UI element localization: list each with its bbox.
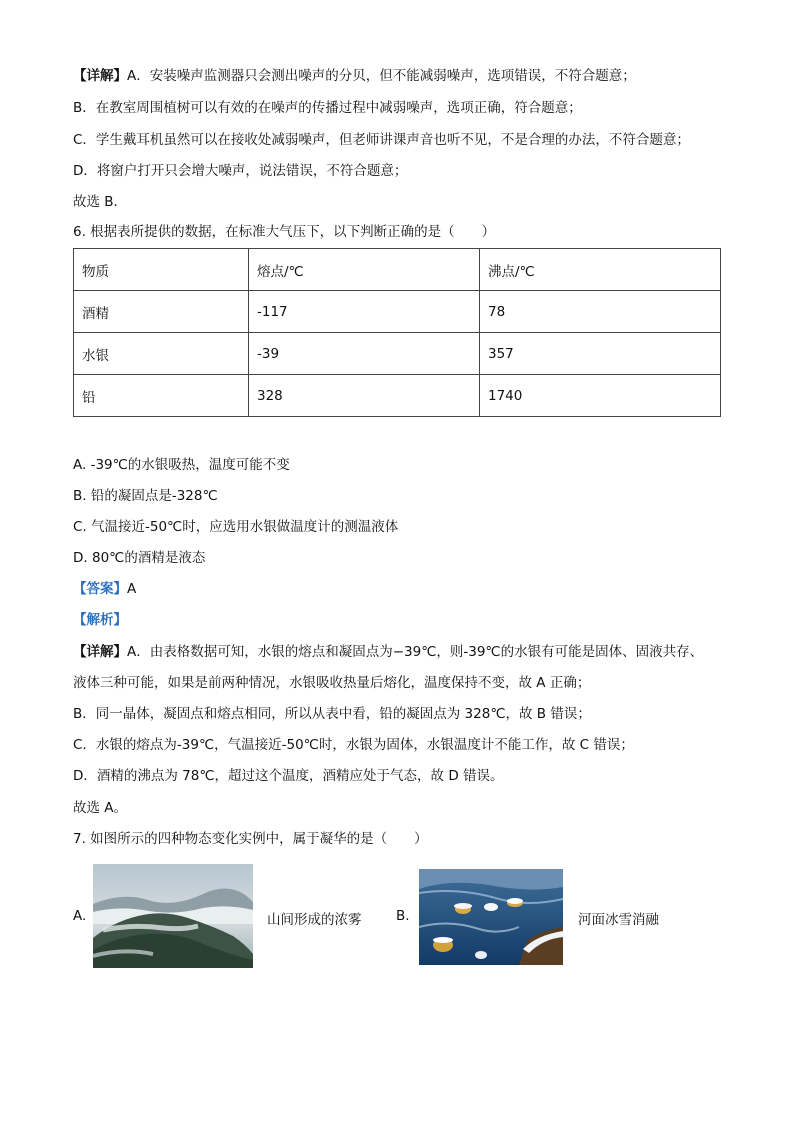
q6-stem: 6. 根据表所提供的数据，在标准大气压下，以下判断正确的是（ ） [73, 224, 496, 240]
foggy-mountain-photo [93, 864, 253, 968]
table-header-cell: 沸点/℃ [480, 249, 721, 291]
detail-text: A．安装噪声监测器只会测出噪声的分贝，但不能减弱噪声，选项错误，不符合题意； [127, 68, 636, 84]
q6-option-a: A. -39℃的水银吸热，温度可能不变 [73, 457, 290, 473]
q7-stem: 7. 如图所示的四种物态变化实例中，属于凝华的是（ ） [73, 831, 428, 847]
table-header-cell: 物质 [74, 249, 249, 291]
q6-detail-line-5: D．酒精的沸点为 78℃，超过这个温度，酒精应处于气态，故 D 错误。 [73, 768, 504, 784]
q7-option-b-caption: 河面冰雪消融 [578, 912, 659, 928]
answer-value: A [127, 581, 137, 597]
q7-option-a-label: A. [73, 908, 87, 924]
answer-tag: 【答案】 [73, 581, 127, 597]
q6-option-d: D. 80℃的酒精是液态 [73, 550, 206, 566]
table-cell: 铅 [74, 375, 249, 417]
q6-detail-line-4: C．水银的熔点为-39℃，气温接近-50℃时，水银为固体，水银温度计不能工作，故 C 错误； [73, 737, 634, 753]
detail-tag: 【详解】 [73, 68, 127, 84]
table-row [74, 291, 721, 333]
table-cell: 酒精 [74, 291, 249, 333]
table-cell: -117 [249, 291, 480, 333]
analysis-tag: 【解析】 [73, 612, 127, 628]
q6-detail-line-2: 液体三种可能，如果是前两种情况，水银吸收热量后熔化，温度保持不变，故 A 正确； [73, 675, 591, 691]
table-row [74, 333, 721, 375]
q5-detail-line-1 [73, 66, 636, 86]
q7-option-b-label: B. [396, 908, 410, 924]
q5-detail-line-3: C．学生戴耳机虽然可以在接收处减弱噪声，但老师讲课声音也听不见，不是合理的办法，不符合题意； [73, 132, 690, 148]
q5-detail-line-2: B．在教室周围植树可以有效的在噪声的传播过程中减弱噪声，选项正确，符合题意； [73, 100, 582, 116]
table-header-cell: 熔点/℃ [249, 249, 480, 291]
table-cell: 357 [480, 333, 721, 375]
q6-option-b: B. 铅的凝固点是-328℃ [73, 488, 218, 504]
q6-conclusion: 故选 A。 [73, 800, 128, 816]
table-cell: 78 [480, 291, 721, 333]
table-cell: 水银 [74, 333, 249, 375]
q6-option-c: C. 气温接近-50℃时，应选用水银做温度计的测温液体 [73, 519, 399, 535]
q7-option-a-caption: 山间形成的浓雾 [267, 912, 362, 928]
detail-tag: 【详解】 [73, 644, 127, 660]
q6-detail-line-3: B．同一晶体，凝固点和熔点相同，所以从表中看，铅的凝固点为 328℃，故 B 错误； [73, 706, 591, 722]
q6-analysis-tag [73, 610, 127, 630]
table-row [74, 375, 721, 417]
detail-text: A．由表格数据可知，水银的熔点和凝固点为−39℃，则-39℃的水银有可能是固体、固液共存、 [127, 644, 704, 660]
q5-detail-line-4: D．将窗户打开只会增大噪声，说法错误，不符合题意； [73, 163, 408, 179]
table-header-row [74, 249, 721, 291]
q5-conclusion: 故选 B． [73, 194, 128, 210]
q6-answer [73, 579, 136, 599]
q6-detail-line-1 [73, 642, 703, 662]
table-cell: -39 [249, 333, 480, 375]
melting-boiling-table [73, 248, 721, 417]
table-cell: 1740 [480, 375, 721, 417]
melting-river-ice-photo [419, 869, 563, 965]
table-cell: 328 [249, 375, 480, 417]
